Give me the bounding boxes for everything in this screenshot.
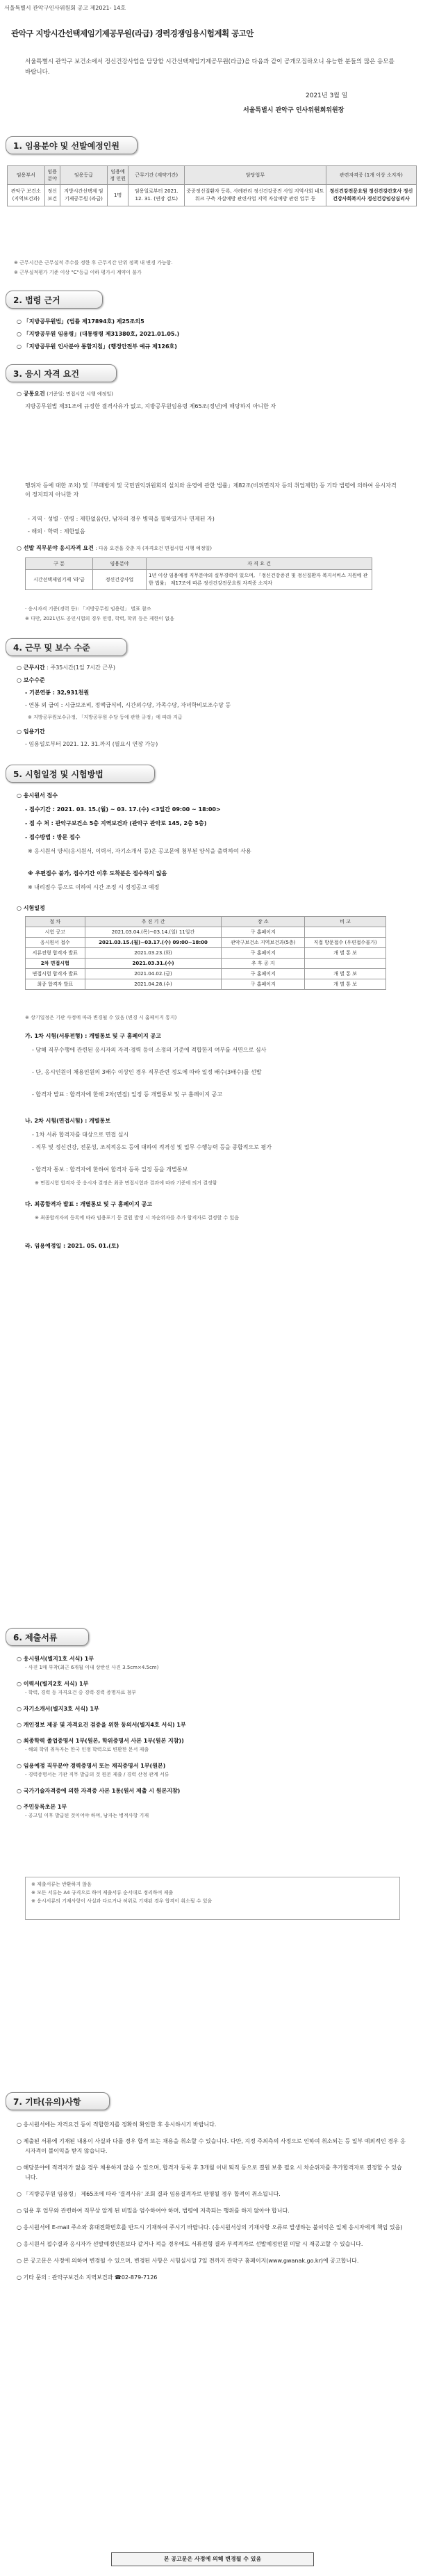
document-label: ○ 응시원서(별지1호 서식) 1부 — [17, 1656, 94, 1662]
exam-stage-2-item: - 1차 서류 합격자를 대상으로 면접 실시 — [32, 1132, 129, 1138]
law-item: ○ 「지방공무원 인사분야 통합지침」(행정안전부 예규 제126호) — [17, 343, 177, 350]
document-item — [17, 1654, 406, 1672]
document-label: ○ 최종학력 졸업증명서 1부(원본, 학위증명서 사본 1부(원본 지참)) — [17, 1738, 184, 1744]
table-cell — [305, 959, 386, 969]
other-note-item: ○ 해당분야에 적격자가 없을 경우 채용하지 않을 수 있으며, 합격자 등록 후 3개월 이내 퇴직 등으로 결원 보충 필요 시 차순위자를 추가합격자로 결정할 수 있습니다. — [17, 2165, 402, 2180]
table-row — [26, 570, 372, 590]
table-note: ※ 근무시간은 근무실적 주수를 정한 후 근무지간 단위 정책 내 변경 가능함. — [14, 260, 173, 266]
table-header: 담당업무 — [185, 166, 326, 185]
other-note-item: ○ 응시원서에 E-mail 주소와 휴대전화번호를 반드시 기재하여 주시기 바랍니다. (응시원서상의 기재사항 오류로 발생하는 불이익은 일체 응시자에게 책임 있음) — [17, 2224, 403, 2231]
table-cell: 최종 합격자 발표 — [26, 979, 85, 990]
required-documents-list — [17, 1654, 406, 1827]
receipt-note: ※ 내리점수 등으로 이하여 시간 조정 시 정정공고 예정 — [28, 884, 160, 890]
exam-stage-1: 가. 1차 시험(서류전형) : 개별통보 및 구 홈페이지 공고 — [25, 1033, 161, 1039]
table-header: 임용부서 — [8, 166, 45, 185]
table-header: 근무기간 (계약기간) — [128, 166, 185, 185]
table-cell: 직접 방문접수 (우편접수불가) — [305, 938, 386, 948]
document-sub: - 경력증명서는 기관 직무 발급의 것 원본 제출 / 경력 산정 관계 서류 — [25, 1772, 169, 1777]
table-cell: 구 홈페이지 — [222, 979, 305, 990]
requirement-text: - 해외 · 학력 : 제한없음 — [28, 528, 85, 535]
table-cell: 개 별 통 보 — [305, 969, 386, 979]
table-header: 구 분 — [26, 558, 93, 570]
receipt-note: ※ 우편접수 불가, 접수기간 이후 도착분은 접수하지 않음 — [28, 870, 167, 877]
common-requirement-label-row — [17, 389, 113, 399]
table-row — [26, 959, 386, 969]
work-hours-value: : 주35시간(1일 7시간 근무) — [47, 665, 115, 671]
table-cell: 2021.04.02.(금) — [85, 969, 222, 979]
page-title: 관악구 지방시간선택제임기제공무원(라급) 경력경쟁임용시험계획 공고안 — [11, 28, 254, 38]
table-cell: 서류전형 합격자 발표 — [26, 948, 85, 959]
table-cell: 시간선택제임기제 '라'급 — [26, 570, 93, 590]
document-label: ○ 주민등록초본 1부 — [17, 1804, 67, 1810]
other-notes-list — [17, 2120, 406, 2290]
section-3-heading: 3. 응시 자격 요건 — [6, 364, 117, 382]
law-item: ○ 「지방공무원 임용령」(대통령령 제31380호, 2021.01.05.) — [17, 331, 180, 337]
document-item — [17, 1786, 406, 1795]
table-cell: 임용일로부터 2021. 12. 31. (연장 검토) — [128, 185, 185, 206]
common-requirement-text: 지방공무원법 제31조에 규정한 결격사유가 없고, 지방공무원임용령 제65조(정년)에 해당하지 아니한 자 — [25, 403, 276, 409]
table-cell: 구 홈페이지 — [222, 927, 305, 938]
notice-number: 서울특별시 관악구인사위원회 공고 제2021- 14호 — [4, 5, 126, 11]
document-sub: - 학력, 경력 등 자격요건 중 경력·경력 증명자료 첨부 — [25, 1690, 137, 1695]
common-requirement-label: ○ 공통요건 — [17, 391, 45, 397]
table-header: 비 고 — [305, 917, 386, 927]
document-item — [17, 1679, 406, 1697]
section-4-heading: 4. 근무 및 보수 수준 — [6, 638, 127, 656]
exam-stage-2-item: - 직무 및 정신건강, 전문성, 조직적응도 등에 대하여 적격성 및 업무 수행능력 등을 종합적으로 평가 — [32, 1144, 272, 1150]
footer-notice: 본 공고문은 사정에 의해 변경될 수 있음 — [111, 2552, 314, 2566]
table-row — [26, 927, 386, 938]
other-note-item: ○ 본 공고문은 사정에 의하여 변경될 수 있으며, 변경된 사항은 시험실시일 7일 전까지 관악구 홈페이지(www.gwanak.go.kr)에 공고합니다. — [17, 2258, 359, 2264]
qualification-note: ※ 다만, 2021년도 공인시험의 경우 연령, 학력, 학위 등은 제한이 없음 — [25, 616, 174, 621]
common-requirement-note: (기준일: 면접시험 시행 예정일) — [47, 391, 113, 397]
table-cell: 관악구보건소 지역보건과(5층) — [222, 938, 305, 948]
table-cell: 구 홈페이지 — [222, 948, 305, 959]
table-header: 임용예정 인원 — [107, 166, 128, 185]
table-cell: 면접시험 합격자 발표 — [26, 969, 85, 979]
table-row — [26, 979, 386, 990]
table-cell: 관악구 보건소 (지역보건과) — [8, 185, 45, 206]
table-row — [26, 969, 386, 979]
term-text: - 임용일로부터 2021. 12. 31.까지 (필요시 연장 가능) — [25, 741, 158, 747]
receipt-note: ※ 응시원서 양식(응시원서, 이력서, 자기소개서 등)은 공고문에 첨부된 양식을 출력하여 사용 — [28, 848, 251, 854]
table-cell: 2021.03.15.(월)~03.17.(수) 09:00~18:00 — [85, 938, 222, 948]
exam-stage-2-note: ※ 면접시험 합격자 중 응시자 결정은 최종 면접시험과 결과에 따라 기준에 의거 결정함 — [35, 1180, 217, 1186]
requirement-text: - 지역 · 성별 · 연령 : 제한없음(단, 남자의 경우 병역을 필하였거나 면제된 자) — [28, 516, 215, 522]
table-cell: 1명 — [107, 185, 128, 206]
receipt-label: ○ 응시원서 접수 — [17, 792, 58, 799]
document-item — [17, 1761, 406, 1779]
table-header: 임용분야 — [93, 558, 147, 570]
table-header: 절 차 — [26, 917, 85, 927]
table-note: ※ 근무실적평가 기준 이상 "C"등급 이하 평가시 계약이 불가 — [14, 270, 142, 275]
exam-stage-3: 다. 최종합격자 발표 : 개별통보 및 구 홈페이지 공고 — [25, 1201, 153, 1207]
table-header: 자 격 요 건 — [147, 558, 372, 570]
pay-note: ※ 지방공무원보수규정, 「지방공무원 수당 등에 관한 규정」에 따라 지급 — [28, 715, 183, 720]
table-cell: 응시원서 접수 — [26, 938, 85, 948]
table-header: 임용등급 — [60, 166, 108, 185]
table-cell: 2021.03.31.(수) — [85, 959, 222, 969]
other-note-item: ○ 응시원서에는 자격요건 등이 적합한지를 정확히 확인한 후 응시하시기 바랍니다. — [17, 2121, 217, 2128]
schedule-table — [25, 916, 386, 990]
document-item — [17, 1802, 406, 1820]
table-cell: 추 후 공 지 — [222, 959, 305, 969]
work-hours-label: ○ 근무시간 — [17, 665, 45, 671]
table-cell: 2021.04.28.(수) — [85, 979, 222, 990]
exam-stage-2: 나. 2차 시험(면접시험) : 개별통보 — [25, 1118, 110, 1124]
table-cell: 개 별 통 보 — [305, 979, 386, 990]
document-label: ○ 이력서(별지2호 서식) 1부 — [17, 1681, 89, 1687]
table-cell: 2021.03.23.(화) — [85, 948, 222, 959]
section-5-heading: 5. 시험일정 및 시험방법 — [6, 765, 155, 783]
other-note-item: ○ 제출된 서류에 기재된 내용이 사실과 다를 경우 합격 또는 채용을 취소할 수 있습니다. 다만, 지정 주최측의 사정으로 인하여 취소되는 등 일부 예외적인 경우 응시자격이 불이익을 받지 않습니다. — [17, 2138, 406, 2154]
intro-text: 서울특별시 관악구 보건소에서 정신건강사업을 담당할 시간선택제임기제공무원(라급)을 다음과 같이 공개모집하오니 유능한 분들의 많은 응모를 바랍니다. — [25, 58, 395, 76]
other-note-item: ○ 응시원서 접수결과 응시자가 선발예정인원보다 같거나 적을 경우에도 서류전형 결과 부적격자로 선발예정인원 미달 시 재공고할 수 있습니다. — [17, 2241, 363, 2247]
specific-requirement-note: : 다음 요건을 갖춘 자 (자격요건 면접시험 시행 예정일) — [95, 546, 213, 551]
exam-stage-1-item: - 단, 응시인원이 채용인원의 3배수 이상인 경우 직무관련 정도에 따라 일정 배수(3배수)를 선발 — [32, 1069, 262, 1075]
law-item: ○ 「지방공무원법」(법률 제17894호) 제25조의5 — [17, 318, 144, 325]
section-6-heading: 6. 제출서류 — [6, 1628, 89, 1646]
documents-notes-box — [25, 1877, 400, 1920]
table-cell: 정신건강전문요원 정신건강간호사 정신건강사회복지사 정신건강임상심리사 — [326, 185, 416, 206]
document-label: ○ 자기소개서(별지3호 서식) 1부 — [17, 1706, 99, 1712]
document-sub: - 사진 1매 부착(최근 6개월 이내 상반신 사진 3.5cm×4.5cm) — [25, 1665, 159, 1670]
requirement-text: 행위자 등에 대한 조치) 및「부패방지 및 국민권익위원회의 설치와 운영에 관한 법률」제82조(비위면직자 등의 취업제한) 등 기타 법령에 의하여 응시자격이 정지되지 아니한 자 — [25, 482, 397, 498]
qualification-table — [25, 557, 372, 590]
other-note-item: ○ 「지방공무원 임용령」 제65조에 따라 '결격사유' 조회 결과 임용결격자로 판명될 경우 합격이 취소됩니다. — [17, 2191, 281, 2197]
table-cell: 2차 면접시험 — [26, 959, 85, 969]
specific-requirement-label: ○ 선발 직무분야 응시자격 요건 — [17, 545, 94, 551]
recruitment-table — [7, 165, 417, 206]
pay-item: - 연봉 외 급여 : 시급보조비, 정액급식비, 시간외수당, 가족수당, 자녀학비보조수당 등 — [25, 702, 231, 708]
other-note-item: ○ 기타 문의 : 관악구보건소 지역보건과 ☎02-879-7126 — [17, 2274, 158, 2281]
document-sub: - 공고일 이후 발급된 것이어야 하며, 남자는 병적사항 기재 — [25, 1813, 149, 1818]
qualification-note: · 응시자격 기준(경력 등): 「지방공무원 임용령」 별표 참조 — [25, 606, 151, 612]
document-label: ○ 임용예정 직무분야 경력증명서 또는 재직증명서 1부(원본) — [17, 1763, 166, 1769]
table-cell: 개 별 통 보 — [305, 948, 386, 959]
documents-note: ※ 모든 서류는 A4 규격으로 하여 제출서류 순서대로 정리하여 제출 — [31, 1890, 174, 1896]
schedule-note: ※ 상기일정은 기관 사정에 따라 변경될 수 있음 (변경 시 홈페이지 통지) — [25, 1015, 177, 1020]
document-item — [17, 1720, 406, 1729]
receipt-item: - 접 수 처 : 관악구보건소 5층 지역보건과 (관악구 관악로 145, 2층 5층) — [25, 820, 207, 826]
receipt-item: - 접수방법 : 방문 접수 — [25, 834, 81, 840]
table-cell: 1년 이상 임용예정 직무분야의 실무경력이 있으며, 「정신건강증진 및 정신질환자 복지서비스 지원에 관한 법률」 제17조에 따른 정신건강전문요원 자격증 소지자 — [147, 570, 372, 590]
section-7-heading: 7. 기타(유의)사항 — [6, 2092, 110, 2110]
other-note-item: ○ 임용 후 업무와 관련하여 직무상 알게 된 비밀을 엄수하여야 하며, 법령에 저촉되는 행위를 하지 않아야 합니다. — [17, 2208, 290, 2214]
specific-requirement-label-row — [17, 544, 212, 553]
table-header: 추 진 기 간 — [85, 917, 222, 927]
issuer: 서울특별시 관악구 인사위원회위원장 — [243, 107, 345, 114]
table-cell: 지방시간선택제 임기제공무원 (라급) — [60, 185, 108, 206]
table-cell: 정신건강사업 — [93, 570, 147, 590]
schedule-label: ○ 시험일정 — [17, 905, 45, 911]
table-cell: 중증정신질환자 등록, 사례관리 정신건강증진 사업 지역사회 네트워크 구축 자살예방 관련사업 지역 자살예방 관련 업무 등 — [185, 185, 326, 206]
table-row — [8, 185, 417, 206]
appointment-date: 라. 임용예정일 : 2021. 05. 01.(토) — [25, 1243, 119, 1249]
document-label: ○ 개인정보 제공 및 자격요건 검증을 위한 동의서(별지4호 서식) 1부 — [17, 1722, 186, 1728]
notice-date: 2021년 3월 일 — [306, 92, 348, 99]
table-cell: 시험 공고 — [26, 927, 85, 938]
table-cell: 구 홈페이지 — [222, 969, 305, 979]
documents-note: ※ 응시서류의 기재사항이 사실과 다르거나 허위로 기재된 경우 합격이 취소될 수 있음 — [31, 1898, 213, 1904]
table-header: 관련자격증 (1개 이상 소지자) — [326, 166, 416, 185]
table-header: 장 소 — [222, 917, 305, 927]
exam-stage-1-item: - 당해 직무수행에 관련된 응시자의 자격·경력 등이 소정의 기준에 적합한지 여부를 서면으로 심사 — [32, 1047, 267, 1053]
pay-label: ○ 보수수준 — [17, 677, 45, 683]
table-cell: 2021.03.04.(목)~03.14.(일) 11일간 — [85, 927, 222, 938]
table-row — [26, 948, 386, 959]
exam-stage-3-note: ※ 최종합격자의 등록에 따라 임용포기 등 결원 발생 시 차순위자를 추가 합격자로 결정할 수 있음 — [35, 1215, 239, 1221]
table-cell: 정신보건 — [44, 185, 60, 206]
section-1-heading: 1. 임용분야 및 선발예정인원 — [6, 136, 138, 154]
receipt-item: - 접수기간 : 2021. 03. 15.(월) ~ 03. 17.(수) <3일간 09:00 ~ 18:00> — [25, 806, 221, 813]
document-item — [17, 1736, 406, 1754]
table-row — [26, 938, 386, 948]
exam-stage-1-item: - 합격자 발표 : 합격자에 한해 2차(면접) 일정 등 개별통보 및 구 홈페이지 공고 — [32, 1091, 223, 1098]
document-label: ○ 국가기술자격증에 의한 자격증 사본 1통(원서 제출 시 원본지참) — [17, 1788, 181, 1794]
section-2-heading: 2. 법령 근거 — [6, 291, 103, 309]
table-cell — [305, 927, 386, 938]
pay-item: - 기본연봉 : 32,931천원 — [25, 690, 90, 696]
work-hours-row — [17, 663, 115, 672]
exam-stage-2-item: - 합격자 통보 : 합격자에 한하여 합격자 등록 일정 등을 개별통보 — [32, 1166, 188, 1173]
document-item — [17, 1704, 406, 1713]
table-header: 임용분야 — [44, 166, 60, 185]
documents-note: ※ 제출서류는 반환하지 않음 — [31, 1882, 92, 1887]
document-sub: - 해외 학위 취득자는 한국 인정 학력으로 변환한 문서 제출 — [25, 1747, 149, 1752]
term-label: ○ 임용기간 — [17, 728, 45, 735]
